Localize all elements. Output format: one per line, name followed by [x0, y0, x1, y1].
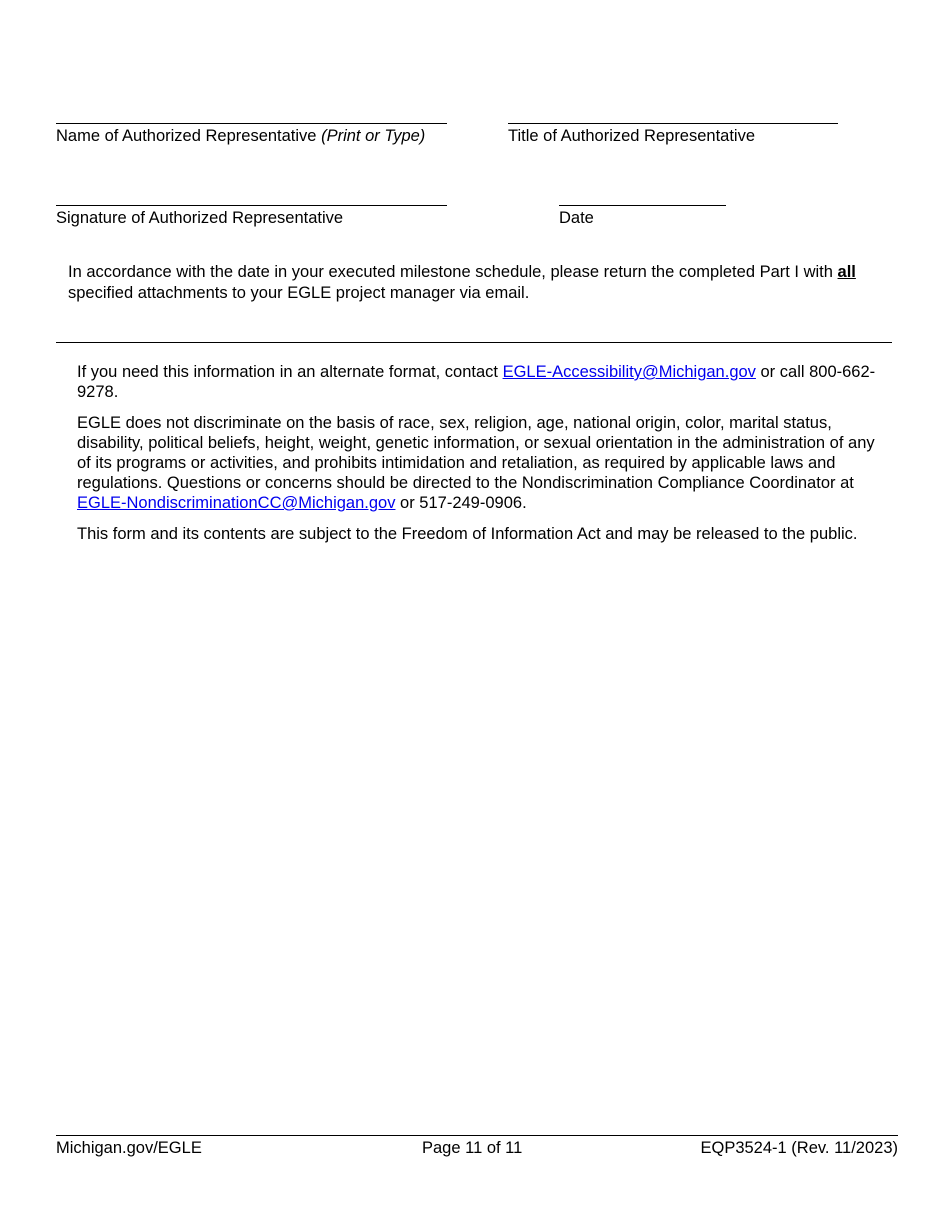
- instruction-text-end: specified attachments to your EGLE project manager via email.: [68, 283, 530, 302]
- signature-line: [56, 205, 447, 206]
- accessibility-prefix: If you need this information in an alternate format, contact: [77, 363, 503, 381]
- title-label: Title of Authorized Representative: [508, 127, 756, 145]
- page-footer: [56, 1135, 898, 1157]
- date-label: Date: [559, 209, 594, 227]
- signature-field[interactable]: [56, 205, 447, 228]
- signature-label: Signature of Authorized Representative: [56, 209, 344, 227]
- nondiscrimination-prefix: EGLE does not discriminate on the basis of race, sex, religion, age, national origin, color, marital status, disability, political beliefs, height, weight, genetic information, or sexual orientation in the administration of any of its programs or activities, and prohibits intimidation and retaliation, as required by applicable laws and regulations. Questions or concerns should be directed to the Nondiscrimination Compliance Coordinator at: [77, 414, 875, 492]
- name-label: [56, 126, 447, 146]
- nondiscrimination-email-link[interactable]: EGLE-NondiscriminationCC@Michigan.gov: [77, 494, 396, 512]
- title-signature-line: [508, 123, 838, 124]
- nondiscrimination-paragraph: [77, 413, 877, 513]
- footer-form-id: EQP3524-1 (Rev. 11/2023): [700, 1139, 898, 1157]
- footer-website: Michigan.gov/EGLE: [56, 1139, 202, 1157]
- return-instruction: [68, 262, 888, 303]
- date-line: [559, 205, 726, 206]
- notice-section: [77, 362, 877, 555]
- name-field[interactable]: [56, 123, 447, 146]
- name-signature-line: [56, 123, 447, 124]
- foia-paragraph: This form and its contents are subject to the Freedom of Information Act and may be released to the public.: [77, 525, 858, 543]
- name-label-hint: (Print or Type): [321, 127, 426, 145]
- title-field[interactable]: [508, 123, 838, 146]
- instruction-text-start: In accordance with the date in your executed milestone schedule, please return the completed Part I with: [68, 263, 838, 281]
- section-divider: [56, 342, 892, 343]
- nondiscrimination-suffix: or 517-249-0906.: [395, 494, 527, 512]
- accessibility-suffix: or call 800-662-9278.: [77, 363, 876, 401]
- name-label-text: Name of Authorized Representative: [56, 127, 317, 145]
- date-field[interactable]: [559, 205, 726, 228]
- instruction-emphasis: all: [837, 263, 856, 281]
- accessibility-email-link[interactable]: EGLE-Accessibility@Michigan.gov: [502, 363, 756, 381]
- footer-page-number: Page 11 of 11: [422, 1139, 523, 1157]
- accessibility-paragraph: [77, 362, 877, 402]
